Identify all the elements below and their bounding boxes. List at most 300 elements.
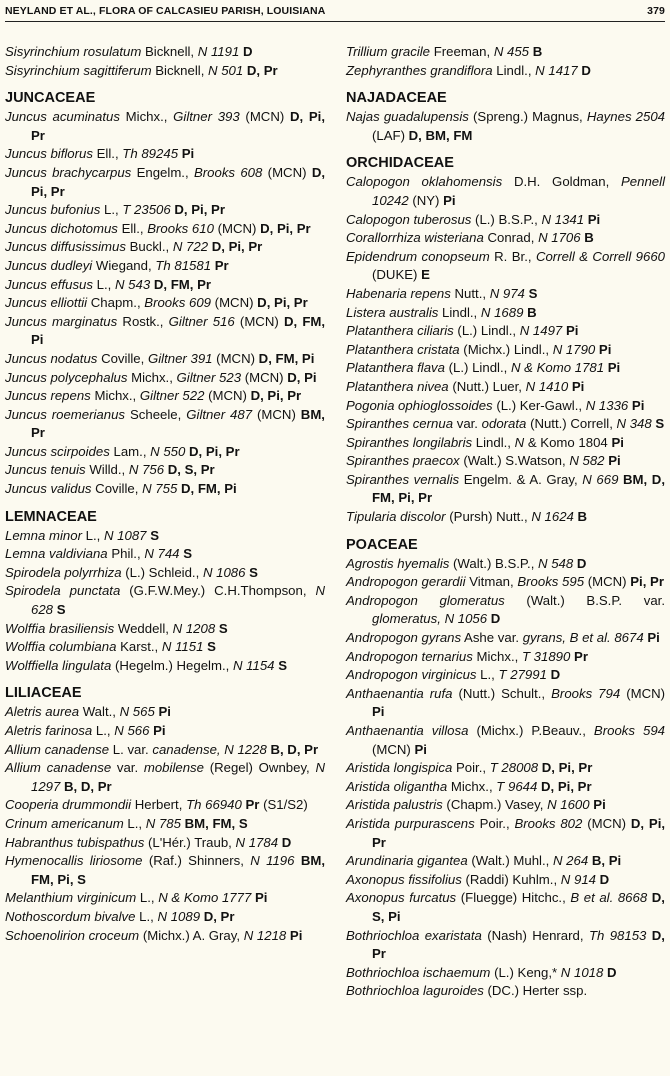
voucher: N 1417: [535, 62, 578, 78]
right-column: [346, 43, 665, 1001]
species-name: Melanthium virginicum: [5, 890, 137, 906]
distribution-codes: D, Pi, Pr: [31, 164, 326, 199]
species-name: Agrostis hyemalis: [346, 555, 450, 571]
distribution-codes: D, Pi, Pr: [189, 443, 240, 459]
species-name: Spiranthes vernalis: [346, 471, 460, 487]
species-name: Platanthera nivea: [346, 378, 449, 394]
distribution-codes: B: [532, 44, 543, 59]
voucher: N 550: [150, 443, 186, 459]
authority: L.,: [85, 527, 101, 543]
voucher: Brooks 595: [517, 574, 585, 590]
family-heading: ORCHIDACEAE: [346, 155, 454, 172]
species-entry: [346, 471, 665, 508]
species-name: Aristida palustris: [346, 797, 443, 813]
species-name: Juncus elliottii: [5, 295, 88, 311]
authority: L.,: [103, 202, 119, 218]
distribution-codes: D: [242, 44, 253, 59]
species-entry: [346, 43, 665, 62]
voucher: B et al. 8674: [569, 630, 644, 646]
herbarium: (MCN): [257, 406, 296, 422]
distribution-codes: D, Pr: [203, 908, 235, 924]
species-entry: [346, 666, 665, 685]
species-name: Allium canadense: [5, 741, 110, 757]
species-entry: [346, 211, 665, 230]
species-entry: [5, 387, 325, 406]
voucher: T 31890: [521, 648, 571, 664]
species-name: Juncus effusus: [5, 276, 93, 292]
herbarium: (MCN): [217, 220, 257, 236]
species-entry: [346, 229, 665, 248]
species-name: Lemna valdiviana: [5, 546, 108, 562]
voucher: N 755: [142, 481, 178, 497]
authority: Weddell,: [117, 620, 169, 636]
species-entry: [346, 982, 665, 1001]
species-name: Juncus repens: [5, 388, 91, 404]
authority: D.H. Goldman,: [513, 174, 610, 190]
distribution-codes: D, Pi: [287, 369, 317, 385]
species-entry: [5, 908, 325, 927]
species-entry: [346, 415, 665, 434]
distribution-codes: Pr: [245, 797, 260, 813]
infraspecific-authority: (Nutt.) Correll,: [530, 416, 613, 432]
authority: L. var.: [112, 741, 149, 757]
distribution-codes: S: [207, 639, 216, 655]
voucher: N 1784: [235, 834, 279, 850]
voucher: N 1790: [552, 341, 596, 357]
authority: Scheele,: [129, 406, 182, 422]
herbarium: (MCN): [372, 741, 411, 757]
species-entry: [5, 815, 325, 834]
distribution-codes: B, Pi: [591, 853, 622, 869]
voucher: N 1624: [531, 509, 574, 525]
voucher: N 1086: [202, 564, 246, 580]
authority: Nutt.,: [454, 285, 487, 301]
species-name: Juncus nodatus: [5, 350, 98, 366]
rank-note: (S1/S2): [263, 797, 308, 813]
species-entry: [5, 759, 325, 796]
distribution-codes: D, BM, FM: [408, 127, 473, 143]
species-name: Anthaenantia villosa: [346, 723, 469, 738]
authority: (L.) Keng,*: [494, 964, 558, 980]
species-name: Crinum americanum: [5, 815, 124, 831]
distribution-codes: D: [581, 62, 591, 78]
distribution-codes: Pi: [158, 704, 171, 720]
species-name: Spirodela polyrrhiza: [5, 564, 122, 580]
voucher: Th 81581: [155, 257, 212, 273]
voucher: N 1087: [103, 527, 147, 543]
species-entry: [5, 276, 325, 295]
distribution-codes: Pi: [372, 704, 385, 720]
distribution-codes: D, Pr: [246, 62, 278, 78]
authority: (Walt.) Muhl.,: [471, 853, 550, 869]
species-entry: [5, 461, 325, 480]
authority: Michx.,: [476, 648, 519, 664]
species-entry: [346, 759, 665, 778]
authority: Karst.,: [120, 639, 159, 655]
distribution-codes: B, D, Pr: [64, 778, 112, 794]
authority: Engelm.,: [136, 164, 189, 180]
distribution-codes: Pi: [631, 397, 645, 413]
species-name: Aletris farinosa: [5, 723, 93, 738]
authority: L.,: [127, 815, 143, 831]
authority: (L.) Ker-Gawl.,: [496, 397, 583, 413]
distribution-codes: D, Pi, Pr: [541, 760, 593, 776]
authority: (G.F.W.Mey.) C.H.Thompson,: [129, 583, 307, 599]
voucher: N 1297: [31, 760, 325, 794]
species-name: Corallorrhiza wisteriana: [346, 230, 484, 246]
species-entry: [5, 406, 325, 443]
species-entry: [5, 852, 325, 889]
voucher: N 1497: [519, 323, 563, 339]
species-entry: [5, 238, 325, 257]
authority: (Walt.) B.S.P. var.: [526, 592, 665, 608]
family-heading: LEMNACEAE: [5, 508, 97, 525]
species-entry: [5, 703, 325, 722]
authority: Bicknell,: [144, 44, 195, 59]
voucher: Brooks 610: [147, 220, 214, 236]
species-entry: [5, 722, 325, 741]
authority: Michx.,: [131, 369, 173, 385]
species-entry: [346, 173, 665, 210]
distribution-codes: D, FM, Pi: [180, 481, 237, 497]
authority: (Chapm.) Vasey,: [446, 797, 544, 813]
distribution-codes: D: [607, 964, 617, 980]
voucher: Giltner 393: [173, 109, 240, 125]
voucher: N 565: [119, 704, 155, 720]
species-entry: [5, 62, 325, 81]
species-entry: [5, 43, 325, 62]
species-name: Calopogon oklahomensis: [346, 174, 503, 190]
species-entry: [5, 741, 325, 760]
species-entry: [346, 722, 665, 759]
species-name: Axonopus furcatus: [346, 890, 457, 906]
voucher: Giltner 391: [147, 350, 213, 366]
voucher: N 1191: [197, 44, 240, 59]
voucher: N 756: [128, 462, 165, 478]
species-name: Tipularia discolor: [346, 509, 446, 525]
species-name: Aristida purpurascens: [346, 815, 475, 831]
species-name: Schoenolirion croceum: [5, 927, 140, 943]
voucher: N 744: [144, 546, 180, 562]
authority: Bicknell,: [155, 62, 205, 78]
voucher: N 1600: [547, 797, 590, 813]
species-name: Wolffiella lingulata: [5, 657, 112, 673]
distribution-codes: D, Pr: [372, 927, 665, 962]
species-name: Sisyrinchium rosulatum: [5, 44, 142, 59]
species-name: Juncus brachycarpus: [5, 164, 132, 180]
distribution-codes: Pi: [565, 323, 579, 339]
voucher: N 1018: [560, 964, 604, 980]
distribution-codes: S: [56, 602, 66, 618]
herbarium: (MCN): [245, 109, 285, 125]
distribution-codes: Pi: [181, 146, 195, 162]
species-name: Allium canadense: [5, 760, 112, 776]
distribution-codes: S: [218, 620, 228, 636]
species-entry: [346, 452, 665, 471]
distribution-codes: S: [150, 527, 159, 543]
species-name: Epidendrum conopseum: [346, 248, 490, 264]
running-header: [5, 3, 665, 22]
species-name: Arundinaria gigantea: [346, 853, 468, 869]
species-name: Bothriochloa ischaemum: [346, 964, 491, 980]
authority: L.,: [139, 890, 155, 906]
voucher: T 27991: [498, 667, 547, 683]
voucher: Giltner 522: [139, 388, 205, 404]
voucher: Giltner 487: [186, 406, 253, 422]
distribution-codes: B, D, Pr: [270, 741, 319, 757]
distribution-codes: D, Pi, Pr: [250, 388, 302, 404]
page-number: 379: [647, 5, 665, 17]
voucher: N 1336: [585, 397, 629, 413]
authority: Buckl.,: [129, 239, 170, 255]
voucher: N 1228: [224, 741, 267, 757]
voucher: Th 98153: [588, 927, 647, 943]
distribution-codes: Pi: [289, 927, 303, 943]
species-entry: [346, 573, 665, 592]
species-entry: [346, 889, 665, 926]
authority: Chapm.,: [90, 295, 141, 311]
species-name: Juncus acuminatus: [5, 109, 120, 125]
distribution-codes: D, FM, Pr: [153, 276, 212, 292]
voucher: N 455: [493, 44, 530, 59]
voucher: N 1706: [538, 230, 581, 246]
voucher: N 1089: [157, 908, 201, 924]
authority: Michx.,: [125, 109, 168, 125]
species-entry: [346, 871, 665, 890]
species-name: Juncus bufonius: [5, 202, 101, 218]
voucher: T 28008: [489, 760, 539, 776]
species-entry: [5, 220, 325, 239]
species-entry: [346, 648, 665, 667]
voucher: N 1410: [525, 378, 569, 394]
species-name: Lemna minor: [5, 527, 82, 543]
authority: (L.) Schleid.,: [125, 564, 200, 580]
species-entry: [346, 629, 665, 648]
distribution-codes: Pr: [214, 257, 229, 273]
species-name: Platanthera cristata: [346, 341, 460, 357]
species-entry: [5, 657, 325, 676]
authority: (Hegelm.) Hegelm.,: [114, 657, 230, 673]
species-name: Bothriochloa exaristata: [346, 927, 482, 943]
infraspecific-name: odorata: [481, 416, 527, 432]
voucher: N & Komo 1781: [510, 360, 605, 376]
distribution-codes: Pi: [607, 360, 621, 376]
distribution-codes: Pi: [587, 211, 601, 227]
authority: Coville,: [101, 350, 145, 366]
voucher: N 1208: [172, 620, 216, 636]
distribution-codes: S: [278, 657, 287, 673]
distribution-codes: Pi: [611, 434, 624, 450]
authority: (Walt.) S.Watson,: [463, 453, 566, 469]
voucher: N 1154: [232, 657, 275, 673]
species-name: Platanthera flava: [346, 360, 445, 376]
species-name: Spiranthes longilabris: [346, 434, 473, 450]
voucher: N 669: [582, 471, 619, 487]
species-name: Juncus biflorus: [5, 146, 93, 162]
authority: (Nash) Henrard,: [487, 927, 584, 943]
voucher: N 1056: [444, 611, 488, 627]
species-name: Juncus scirpoides: [5, 443, 110, 459]
species-name: Juncus validus: [5, 481, 92, 497]
herbarium: (MCN): [244, 369, 284, 385]
distribution-codes: D: [599, 871, 610, 887]
authority: (Spreng.) Magnus,: [473, 109, 583, 125]
voucher: N 582: [569, 453, 605, 469]
authority: Poir.,: [455, 760, 487, 776]
species-name: Habenaria repens: [346, 285, 451, 301]
authority: (Raddi) Kuhlm.,: [465, 871, 558, 887]
distribution-codes: Pi: [608, 453, 621, 469]
species-name: Hymenocallis liriosome: [5, 853, 143, 869]
authority: Lindl.,: [475, 434, 511, 450]
authority: Lam.,: [113, 443, 147, 459]
authority: (L.) Lindl.,: [457, 323, 517, 339]
species-name: Anthaenantia rufa: [346, 685, 453, 701]
species-entry: [346, 685, 665, 722]
distribution-codes: S: [528, 285, 538, 301]
voucher: N 566: [114, 723, 150, 738]
authority: Michx.,: [450, 778, 493, 794]
authority: (DC.) Herter ssp.: [487, 983, 588, 999]
species-entry: [346, 778, 665, 797]
authority: Walt.,: [82, 704, 116, 720]
species-name: Juncus diffusissimus: [5, 239, 126, 255]
voucher: N 543: [114, 276, 151, 292]
species-entry: [5, 527, 325, 546]
voucher: Brooks 594: [593, 723, 666, 738]
infraspecific-name: glomeratus,: [372, 611, 441, 627]
voucher: Th 66940: [186, 797, 242, 813]
running-title: NEYLAND ET AL., FLORA OF CALCASIEU PARISH, LOUISIANA: [5, 5, 326, 17]
authority: (Nutt.) Luer,: [452, 378, 522, 394]
species-entry: [346, 397, 665, 416]
species-entry: [5, 145, 325, 164]
species-entry: [346, 964, 665, 983]
distribution-codes: D: [576, 555, 587, 571]
herbarium: (MCN): [587, 815, 627, 831]
family-heading: POACEAE: [346, 536, 418, 553]
species-name: Juncus dichotomus: [5, 220, 118, 236]
authority: Phil.,: [111, 546, 141, 562]
species-entry: [5, 796, 325, 815]
species-entry: [5, 582, 325, 619]
species-name: Sisyrinchium sagittiferum: [5, 62, 152, 78]
herbarium: (MCN): [587, 574, 627, 590]
voucher: N 722: [172, 239, 209, 255]
species-name: Habranthus tubispathus: [5, 834, 145, 850]
voucher: N 785: [145, 815, 181, 831]
distribution-codes: D, Pi, Pr: [257, 295, 308, 311]
species-entry: [346, 378, 665, 397]
authority: Poir.,: [479, 815, 510, 831]
authority: Willd.,: [89, 462, 126, 478]
authority: Rostk.,: [122, 313, 164, 329]
species-name: Pogonia ophioglossoides: [346, 397, 493, 413]
species-name: Bothriochloa laguroides: [346, 983, 484, 999]
voucher: Giltner 516: [168, 313, 235, 329]
voucher: Brooks 794: [551, 685, 621, 701]
herbarium: (MCN): [208, 388, 247, 404]
species-entry: [346, 555, 665, 574]
species-name: Andropogon gerardii: [346, 574, 466, 590]
authority: Engelm. & A. Gray,: [463, 471, 578, 487]
distribution-codes: B: [584, 230, 594, 246]
species-name: Juncus polycephalus: [5, 369, 128, 385]
authority: R. Br.,: [494, 248, 532, 264]
voucher: Correll & Correll 9660: [535, 248, 666, 264]
authority: L.,: [139, 908, 154, 924]
distribution-codes: BM, D, FM, Pi, Pr: [372, 471, 665, 506]
species-name: Najas guadalupensis: [346, 109, 469, 125]
voucher: N 548: [538, 555, 574, 571]
species-entry: [346, 796, 665, 815]
authority: (L.) Lindl.,: [448, 360, 508, 376]
authority: Michx.,: [94, 388, 137, 404]
voucher: T 23506: [122, 202, 171, 218]
authority: L.,: [480, 667, 495, 683]
species-entry: [5, 313, 325, 350]
authority: Lindl.,: [442, 304, 478, 320]
distribution-codes: Pi: [254, 890, 268, 906]
infraspecific-name: gyrans,: [522, 630, 566, 646]
distribution-codes: D, Pi, Pr: [541, 778, 592, 794]
species-entry: [346, 108, 665, 145]
species-entry: [5, 108, 325, 145]
authority: (Michx.) A. Gray,: [142, 927, 241, 943]
species-entry: [5, 294, 325, 313]
authority: var.: [116, 760, 139, 776]
voucher: N & Komo 1777: [158, 890, 252, 906]
species-name: Andropogon gyrans: [346, 630, 462, 646]
species-entry: [5, 834, 325, 853]
species-entry: [5, 201, 325, 220]
left-column: [5, 43, 325, 945]
species-name: Wolffia brasiliensis: [5, 620, 115, 636]
herbarium: (NY): [412, 192, 440, 208]
species-entry: [5, 564, 325, 583]
species-name: Andropogon glomeratus: [346, 592, 505, 608]
authority: L.,: [95, 723, 111, 738]
herbarium: (LAF): [372, 127, 405, 143]
infraspecific-authority: (Regel) Ownbey,: [209, 760, 310, 776]
distribution-codes: S: [655, 416, 665, 432]
species-name: Wolffia columbiana: [5, 639, 117, 655]
species-name: Nothoscordum bivalve: [5, 908, 136, 924]
voucher: N 1196: [250, 853, 295, 869]
distribution-codes: BM, FM, S: [184, 815, 248, 831]
species-entry: [5, 164, 325, 201]
species-name: Cooperia drummondii: [5, 797, 132, 813]
herbarium: (MCN): [626, 685, 666, 701]
authority: Ell.,: [96, 146, 119, 162]
species-name: Andropogon ternarius: [346, 648, 473, 664]
species-entry: [5, 257, 325, 276]
species-entry: [5, 369, 325, 388]
distribution-codes: B: [577, 509, 588, 525]
herbarium: (MCN): [214, 295, 254, 311]
distribution-codes: D, Pi, Pr: [211, 239, 263, 255]
authority: (L.) B.S.P.,: [475, 211, 538, 227]
distribution-codes: Pi: [598, 341, 612, 357]
distribution-codes: D, Pi, Pr: [174, 202, 225, 218]
family-heading: JUNCACEAE: [5, 90, 96, 107]
distribution-codes: D: [490, 611, 501, 627]
infraspecific-name: mobilense: [143, 760, 204, 776]
species-entry: [5, 889, 325, 908]
species-name: Calopogon tuberosus: [346, 211, 472, 227]
species-name: Andropogon virginicus: [346, 667, 477, 683]
species-name: Platanthera ciliaris: [346, 323, 454, 339]
